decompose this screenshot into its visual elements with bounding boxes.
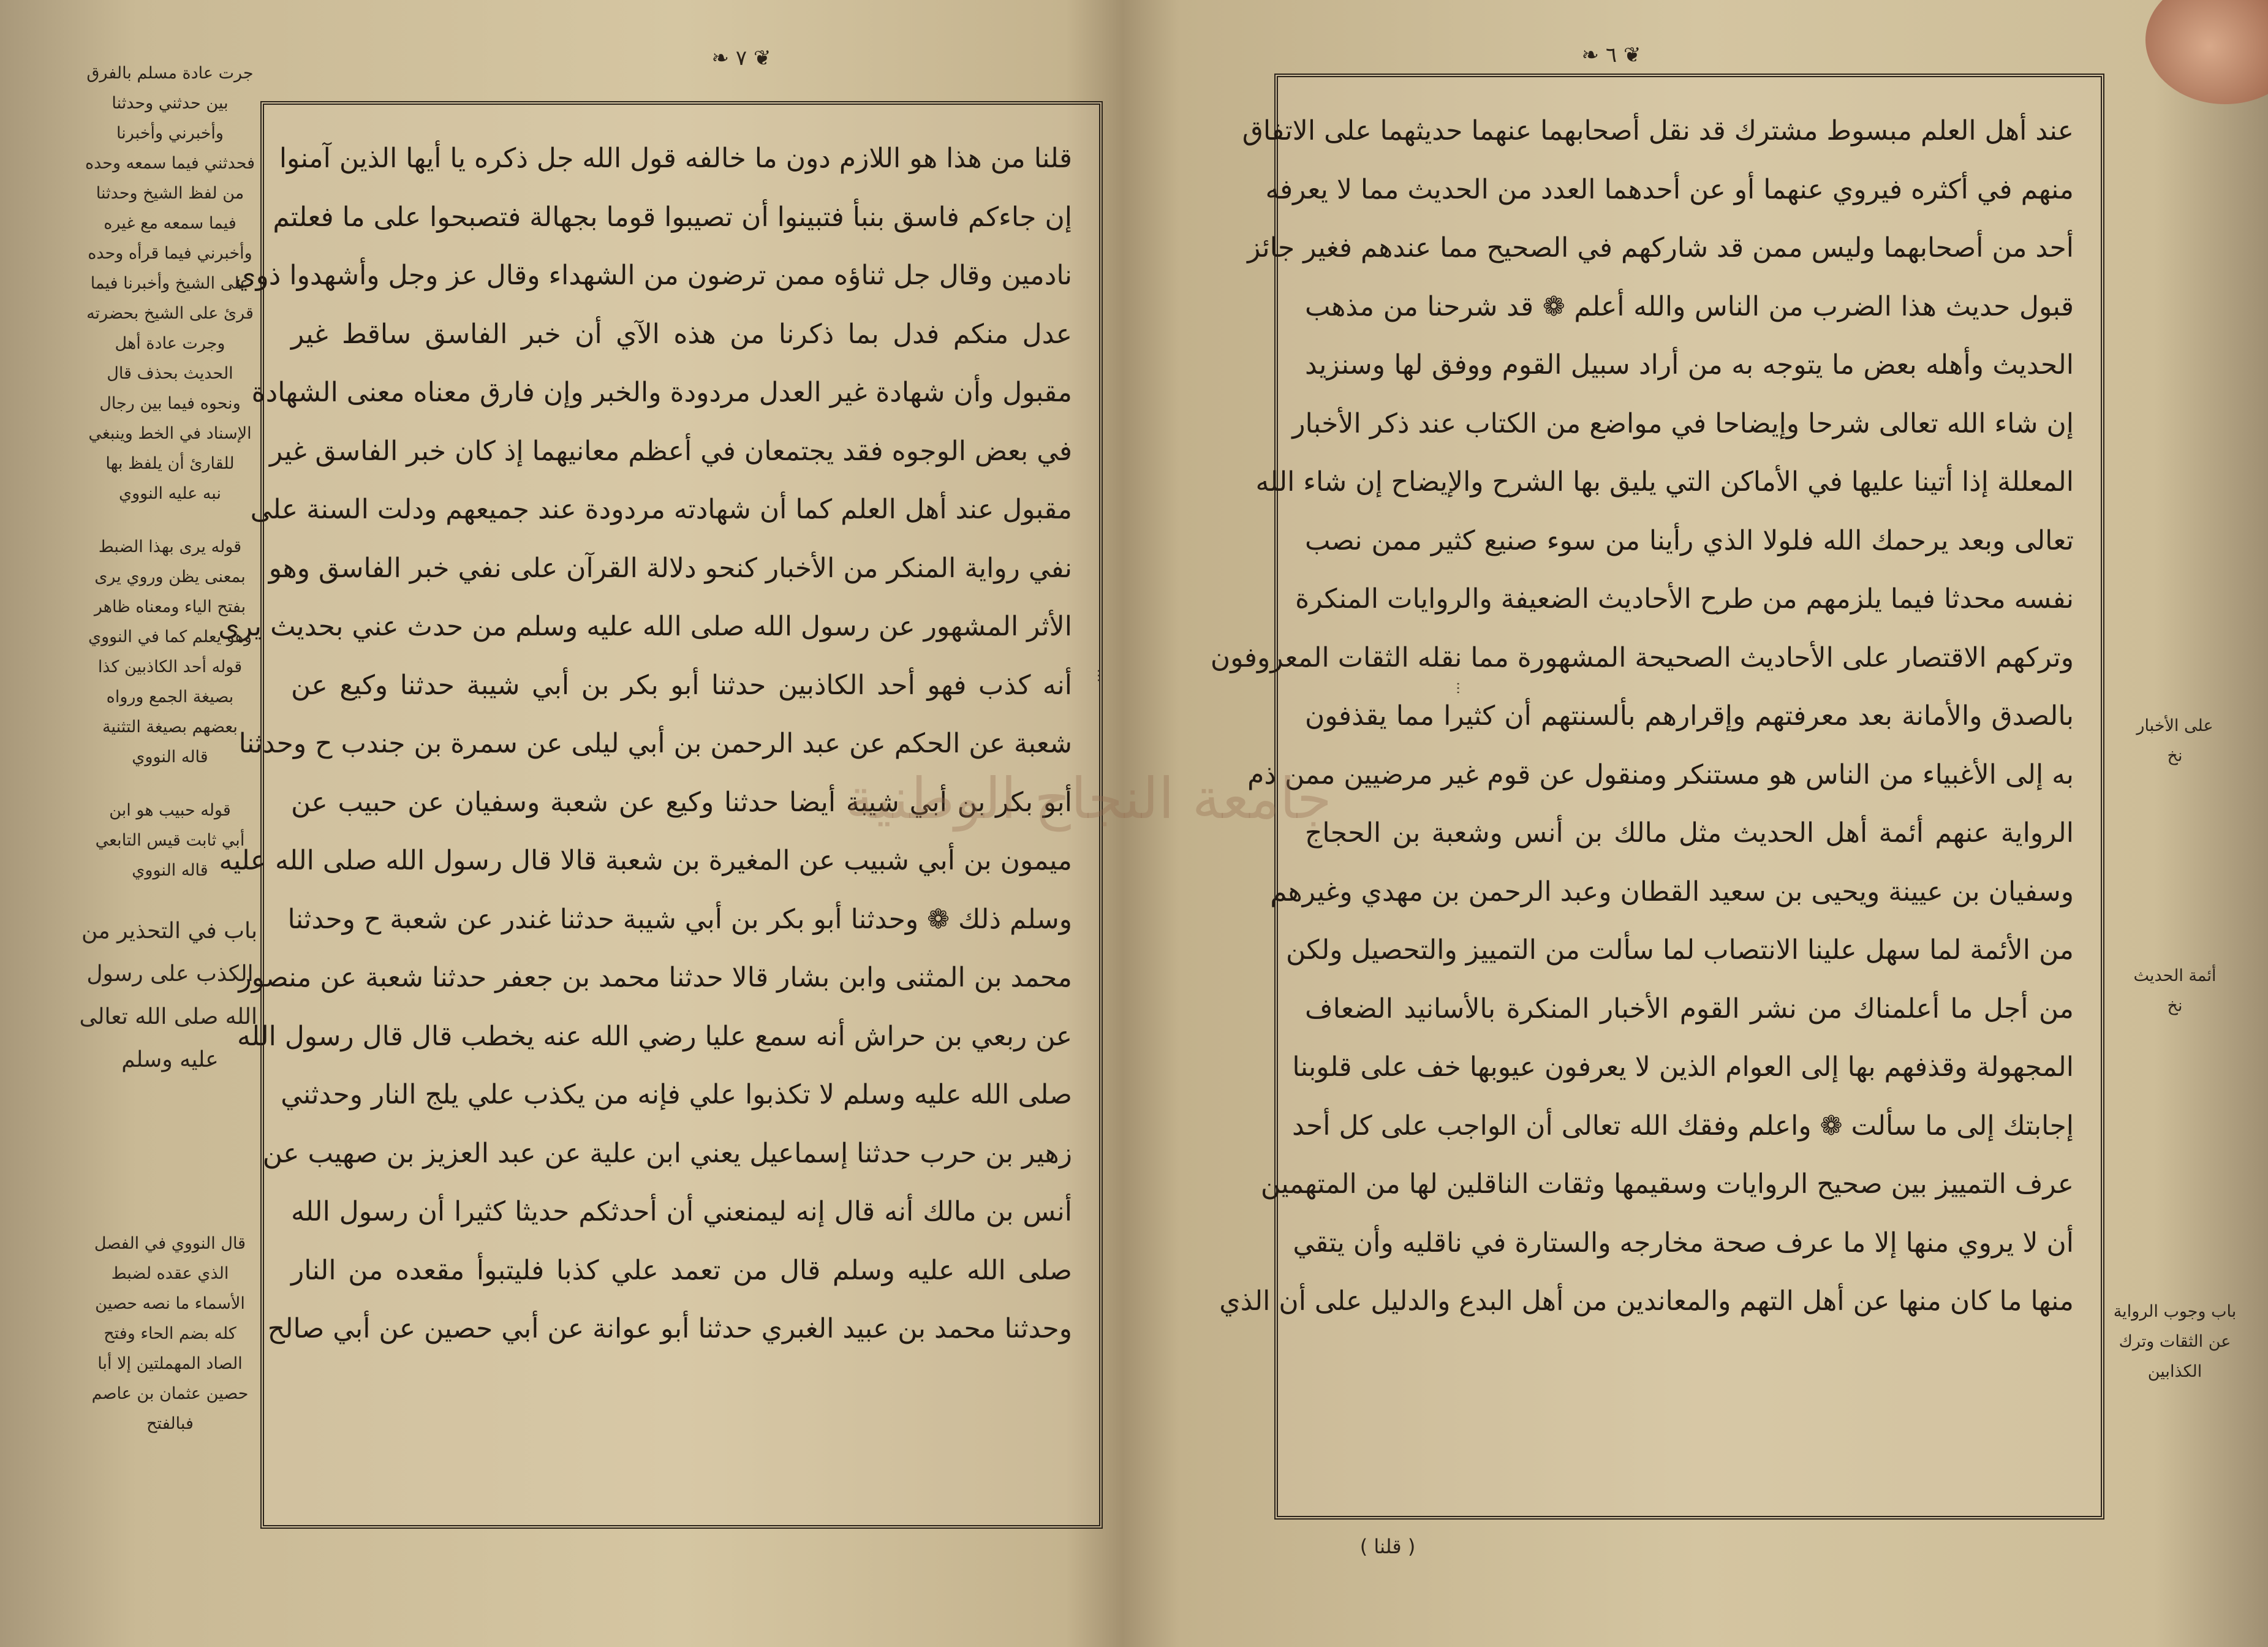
margin-note-line: نخ	[2167, 996, 2183, 1015]
margin-note	[83, 58, 257, 509]
text-line: أنس بن مالك أنه قال إنه ليمنعني أن أحدثكم حديثا كثيرا أن رسول الله	[291, 1196, 1072, 1227]
margin-note-line: على الشيخ وأخبرنا فيما	[90, 274, 250, 293]
text-line: الحديث وأهله بعض ما يتوجه به من أراد سبيل القوم ووفق لها وسنزيد	[1305, 349, 2074, 381]
margin-note-line: ونحوه فيما بين رجال	[99, 394, 241, 413]
text-line: المعللة إذا أتينا عليها في الأماكن التي يليق بها الشرح والإيضاح إن شاء الله	[1255, 466, 2074, 498]
ornament-icon: ❧	[711, 46, 730, 70]
right-margin-notes	[2089, 711, 2261, 1410]
text-line: مقبول وأن شهادة غير العدل مردودة والخبر وإن فارق معناه معنى الشهادة	[251, 377, 1072, 408]
text-line: صلى الله عليه وسلم لا تكذبوا علي فإنه من يكذب علي يلج النار وحدثني	[281, 1079, 1072, 1110]
text-line: وسلم ذلك ❁ وحدثنا أبو بكر بن أبي شيبة حدثنا غندر عن شعبة ح وحدثنا	[287, 903, 1072, 935]
margin-note-line: بصيغة الجمع ورواه	[106, 687, 234, 706]
left-page-number: ❦ ٧ ❧	[711, 46, 771, 70]
text-line: شعبة عن الحكم عن عبد الرحمن بن أبي ليلى عن سمرة بن جندب ح وحدثنا	[238, 728, 1072, 759]
margin-note-line: الكذب على رسول	[86, 961, 254, 986]
margin-note	[2089, 961, 2261, 1021]
text-line: في بعض الوجوه فقد يجتمعان في أعظم معانيهما إذ كان خبر الفاسق غير	[269, 435, 1072, 467]
text-line: زهير بن حرب حدثنا إسماعيل يعني ابن علية عن عبد العزيز بن صهيب عن	[262, 1137, 1072, 1169]
margin-note-line: جرت عادة مسلم بالفرق	[86, 64, 254, 83]
text-line: أبو بكر بن أبي شيبة أيضا حدثنا وكيع عن شعبة وسفيان عن حبيب عن	[291, 786, 1072, 818]
text-line: من أجل ما أعلمناك من نشر القوم الأخبار المنكرة بالأسانيد الضعاف	[1305, 993, 2074, 1024]
margin-note-line: حصين عثمان بن عاصم	[91, 1384, 249, 1403]
margin-note-line: باب في التحذير من	[81, 918, 257, 944]
margin-note-line: الحديث بحذف قال	[107, 364, 233, 383]
text-line: أنه كذب فهو أحد الكاذبين حدثنا أبو بكر بن أبي شيبة حدثنا وكيع عن	[291, 669, 1072, 701]
margin-note-line: الكذابين	[2147, 1362, 2202, 1381]
thumb	[2145, 0, 2268, 104]
margin-note-line: أبي ثابت قيس التابعي	[95, 831, 245, 850]
margin-note-line: الصاد المهملتين إلا أبا	[97, 1354, 243, 1373]
ornament-icon: ❧	[1581, 43, 1600, 67]
text-line: قلنا من هذا هو اللازم دون ما خالفه قول الله جل ذكره يا أيها الذين آمنوا	[279, 143, 1072, 174]
text-line: وسفيان بن عيينة ويحيى بن سعيد القطان وعبد الرحمن بن مهدي وغيرهم	[1270, 876, 2074, 907]
right-text-frame	[1210, 74, 2104, 1520]
margin-note-line: فبالفتح	[146, 1414, 194, 1433]
text-line: إن جاءكم فاسق بنبأ فتبينوا أن تصيبوا قوما بجهالة فتصبحوا على ما فعلتم	[273, 201, 1072, 233]
margin-note-line: باب وجوب الرواية	[2113, 1302, 2237, 1321]
margin-note-line: فحدثني فيما سمعه وحده	[85, 154, 255, 173]
margin-note-line: قرئ على الشيخ بحضرته	[86, 304, 254, 323]
text-line: عدل منكم فدل بما ذكرنا من هذه الآي أن خبر الفاسق ساقط غير	[291, 318, 1072, 350]
margin-note-line: الإسناد في الخط وينبغي	[88, 424, 252, 443]
text-line: إن شاء الله تعالى شرحا وإيضاحا في مواضع من الكتاب عند ذكر الأخبار	[1292, 407, 2074, 439]
text-line: أحد من أصحابهما وليس ممن قد شاركهم في الصحيح مما عندهم فغير جائز	[1247, 232, 2074, 263]
margin-note	[2089, 1297, 2261, 1387]
left-page	[0, 0, 1133, 1647]
text-line: ميمون بن أبي شبيب عن المغيرة بن شعبة قالا قال رسول الله صلى الله عليه	[219, 845, 1072, 876]
text-line: صلى الله عليه وسلم قال من تعمد علي كذبا فليتبوأ مقعده من النار	[291, 1254, 1072, 1286]
text-line: بالصدق والأمانة بعد معرفتهم وإقرارهم بألسنتهم أن كثيرا مما يقذفون	[1305, 700, 2074, 732]
margin-note-line: وجرت عادة أهل	[115, 334, 225, 353]
text-line: منهم في أكثره فيروي عنهما أو عن أحدهما العدد من الحديث مما لا يعرفه	[1265, 173, 2074, 205]
text-line: منها ما كان منها عن أهل التهم والمعاندين من أهل البدع والدليل على أن الذي	[1219, 1285, 2074, 1317]
margin-note-line: وهو يعلم كما في النووي	[88, 627, 252, 646]
vertical-margin-note: ...	[1094, 668, 1111, 683]
margin-note-line: قوله أحد الكاذبين كذا	[97, 657, 243, 676]
margin-note-line: الأسماء ما نصه حصين	[95, 1294, 245, 1313]
margin-note	[79, 910, 257, 1081]
text-line: وحدثنا محمد بن عبيد الغبري حدثنا أبو عوانة عن أبي حصين عن أبي صالح	[267, 1313, 1072, 1344]
margin-note	[2089, 711, 2261, 771]
text-line: به إلى الأغبياء من الناس هو مستنكر ومنقول عن قوم غير مرضيين ممن ذم	[1247, 759, 2074, 790]
text-line: محمد بن المثنى وابن بشار قالا حدثنا محمد بن جعفر حدثنا شعبة عن منصور	[238, 962, 1072, 993]
text-line: نفي رواية المنكر من الأخبار كنحو دلالة القرآن على نفي خبر الفاسق وهو	[268, 552, 1072, 584]
margin-note-line: قال النووي في الفصل	[94, 1234, 246, 1253]
vertical-margin-note: ...	[1447, 681, 1463, 695]
margin-note-line: بفتح الياء ومعناه ظاهر	[94, 597, 246, 616]
catchword: ( قلنا )	[1359, 1535, 1416, 1558]
margin-note	[83, 532, 257, 772]
text-line: أن لا يروي منها إلا ما عرف صحة مخارجه والستارة في ناقليه وأن يتقي	[1293, 1227, 2074, 1259]
margin-note-line: فيما سمعه مع غيره	[104, 214, 236, 233]
text-line: عند أهل العلم مبسوط مشترك قد نقل أصحابهما عنهما حديثهما على الاتفاق	[1242, 115, 2074, 146]
margin-note-line: عن الثقات وترك	[2119, 1332, 2231, 1351]
right-page	[1133, 0, 2268, 1647]
text-line: الرواية عنهم أئمة أهل الحديث مثل مالك بن أنس وشعبة بن الحجاج	[1305, 817, 2074, 849]
margin-note-line: من لفظ الشيخ وحدثنا	[96, 184, 244, 203]
margin-note-line: أئمة الحديث	[2133, 966, 2217, 985]
margin-note-line: كله بضم الحاء وفتح	[104, 1324, 236, 1343]
margin-note-line: بين حدثني وحدثنا	[112, 94, 229, 113]
margin-note-line: وأخبرني وأخبرنا	[116, 124, 224, 143]
text-line: المجهولة وقذفهم بها إلى العوام الذين لا يعرفون عيوبها خف على قلوبنا	[1292, 1051, 2074, 1083]
margin-note-line: للقارئ أن يلفظ بها	[105, 454, 235, 473]
left-text-frame	[218, 101, 1103, 1529]
margin-note	[83, 795, 257, 885]
ornament-icon: ❦	[1623, 43, 1641, 67]
text-line: مقبول عند أهل العلم كما أن شهادته مردودة عند جميعهم ودلت السنة على	[250, 494, 1072, 525]
margin-note-line: وأخبرني فيما قرأه وحده	[88, 244, 252, 263]
margin-note-line: قاله النووي	[132, 861, 208, 880]
margin-note-line: الله صلى الله تعالى	[79, 1004, 257, 1029]
margin-note-line: نبه عليه النووي	[119, 484, 221, 503]
text-line: عن ربعي بن حراش أنه سمع عليا رضي الله عنه يخطب قال قال رسول الله	[237, 1020, 1072, 1052]
text-line: الأثر المشهور عن رسول الله صلى الله عليه وسلم من حدث عني بحديث يرى	[218, 611, 1072, 642]
margin-note-line: بعضهم بصيغة التثنية	[102, 717, 238, 736]
text-line: نفسه محدثا فيما يلزمهم من طرح الأحاديث الضعيفة والروايات المنكرة	[1295, 583, 2074, 615]
margin-note-line: قوله يرى بهذا الضبط	[98, 537, 242, 556]
right-page-number: ❦ ٦ ❧	[1581, 43, 1641, 67]
text-line: من الأئمة لما سهل علينا الانتصاب لما سألت من التمييز والتحصيل ولكن	[1286, 934, 2074, 966]
margin-note-line: عليه وسلم	[121, 1047, 219, 1072]
margin-note-line: على الأخبار	[2136, 716, 2213, 735]
text-line: قبول حديث هذا الضرب من الناس والله أعلم ❁ قد شرحنا من مذهب	[1305, 290, 2074, 322]
margin-note-line: بمعنى يظن وروي يرى	[94, 567, 246, 586]
left-margin-notes	[79, 58, 257, 1462]
margin-note	[83, 1229, 257, 1439]
text-line: وتركهم الاقتصار على الأحاديث الصحيحة المشهورة مما نقله الثقات المعروفون	[1210, 642, 2074, 673]
margin-note-line: نخ	[2167, 746, 2183, 765]
text-line: عرف التمييز بين صحيح الروايات وسقيمها وثقات الناقلين لها من المتهمين	[1260, 1168, 2074, 1200]
margin-note-line: الذي عقده لضبط	[111, 1264, 229, 1283]
text-line: تعالى وبعد يرحمك الله فلولا الذي رأينا من سوء صنيع كثير ممن نصب	[1305, 524, 2074, 556]
ornament-icon: ❦	[753, 46, 771, 70]
text-line: نادمين وقال جل ثناؤه ممن ترضون من الشهداء وقال عز وجل وأشهدوا ذوي	[235, 260, 1072, 291]
library-watermark: جامعة النجاح الوطنية	[845, 766, 1332, 831]
margin-note-line: قاله النووي	[132, 748, 208, 767]
text-line: إجابتك إلى ما سألت ❁ واعلم وفقك الله تعالى أن الواجب على كل أحد	[1291, 1110, 2074, 1142]
margin-note-line: قوله حبيب هو ابن	[109, 801, 231, 820]
